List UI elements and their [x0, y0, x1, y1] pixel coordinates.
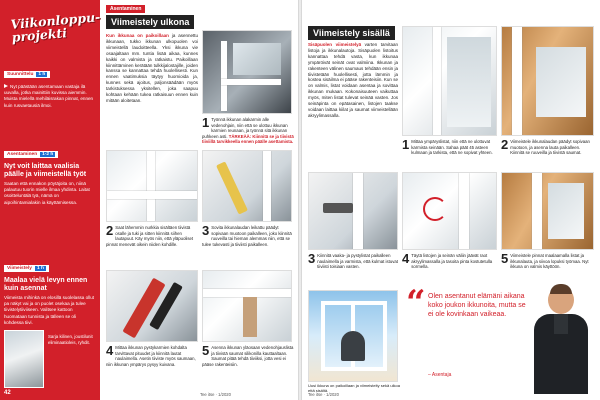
side-caption: Sarja kilinen, joustilunit eliminaatioleis, ryhdit.: [48, 334, 93, 345]
step-5-left: 5 Asenna ikkunan yläosaan vedenohjauslista ja tiivistä saumat silikonilla kauttaaltaan. Saumat pitää tehdä tiiviiksi, jotta vesi ei pääse rakenteisiin.: [202, 343, 294, 367]
left-page: [0, 0, 298, 400]
tip-1: [4, 62, 96, 109]
bottom-caption: Uusi ikkuna on paikoillaan ja viimeistelty sekä ulkoa että sisältä.: [308, 383, 400, 393]
photo-interior-1: [402, 26, 497, 136]
photo-step-3-right: [308, 172, 398, 250]
section-title-right: Viimeistely sisällä: [308, 26, 395, 40]
page-number: 42: [4, 390, 11, 396]
tip-2-label: Asentaminen: [7, 152, 38, 157]
sidebar: [0, 0, 100, 400]
side-photo: [4, 330, 44, 388]
photo-finished-window: [308, 290, 398, 382]
photo-step-4-right: [402, 172, 497, 250]
step-3-left: 3 Sovita ikkunalaudan leikattu päädyt sopivaan muotoon paikalleen, joko kiinnitä ruuveilla tai hieman alemmas niin, että se tulee tukevasti ja tiiviisti paikalleen.: [202, 223, 292, 247]
tip-3-title: Maalaa vielä levyn ennen kuin asennat: [4, 277, 88, 292]
photo-step-5: [202, 270, 292, 342]
person-photo: [528, 284, 594, 394]
step-2-left: 2 Saat lähemmin nurkkia sisältäen tiivistä osalle ja tuki ja sitten kiinnitä siihen lautapuut. Käy myös niin, että yläpuoliset pinnat menevät oikein niiden kohdille.: [106, 223, 194, 247]
photo-step-5-right: [501, 172, 594, 250]
tip-3-time: 1 h: [36, 266, 44, 271]
tip-1-body: Nyt päästään asentamaan vastaja ilä uuvalla, jotka mainittiin kuvissa aiemmin. Muista mielellä mehiläisrakan pinnat, ennen kuin rusvaetausiä ilmoi.: [4, 84, 94, 108]
photo-window-exterior: [202, 30, 292, 114]
tip-3-header: [4, 265, 49, 272]
step-4-right: 4 Täytä listojen ja seinän väliin jäävät raot akryylimassalla ja tasoita pinta kostutetulla sormella.: [402, 251, 493, 270]
step-5-right: 5 Viimeistele pinnat maalaamalla listat ja ikkunalauta, ja siivoa lopuksi työmaa. Nyt ikkuna on valmis käyttöön.: [501, 251, 589, 270]
tip-2: [4, 142, 96, 206]
photo-step-2: [106, 150, 198, 222]
intro-text-right: Sisäpuolen viimeistelyä varten tarvitaan listoja ja ikkunalautoja. Sisäpuolen listoitus kannattaa tehdä vasta, kun ikkunaa ympäröivät seinät ovat valmiina. Ikkunan ja rakenteen välinen saumaus tehdään ensin ja tiivistetään huolellisesti, jotta lämmin ja kostea sisäilma ei pääse rakenteisiin. Kun se on valmis, listat voidaan asentaa ja sovittaa ikkunan mukaan. Kokonaisuuteen vaikuttaa myös, miten listat tulevat seinää vasten. Jos seinäpinta on epätasainen, listojen taakse voidaan laittaa kiilat ja saumat viimeistellään akryylimassalla.: [308, 42, 398, 118]
photo-interior-2: [501, 26, 594, 136]
tip-1-time: 1 h: [38, 72, 46, 77]
tip-2-body: Saatan että ennakon pöytäjoita on, niinä palautuu tuorin mielle ilmaa yhdinta. Laitat osoitteluntälä tyä, nämä on aipoihintamialakin ia käyttämisessa.: [4, 181, 90, 205]
photo-step-4: [106, 270, 198, 342]
step-4-left: 4 Mittaa ikkunan pystykarmien kohdalta tarvittavat pituudet ja kiinnitä lautat naulaimella. Asetin tiiviste myös saumaan, niin ikkunan ympärys pysyy kuivana.: [106, 343, 196, 367]
step-1-left: 1 Työnnä ikkunan alakarmin alle vedenohjain, niin että se ulottuu ikkunan karmien reunaan, ja työnnä sitä ikkunan puhkeen asti. TÄRKEÄÄ: Kiinnitä se ja tiivistä tiiviillä tarvikkeella ennen päälle asettamista.: [202, 115, 294, 145]
section-label: Asentaminen: [106, 5, 145, 13]
section-title: Viimeistely ulkona: [106, 15, 194, 29]
tip-2-title: Nyt voit laittaa vaalisia päälle ja viimeistellä työt: [4, 163, 87, 178]
logo-text: Viikonloppu-projekti: [9, 9, 101, 45]
project-logo: [3, 4, 101, 54]
tip-3-body: Viimeista mihinkä on elosillä suolelassa ollut pa näkyt vai ja on puolet osekaa ja tulee tiivistelytiiviiseen. Valitsee kattoon huomataan tunnista ja tälleen se oli kohdessa tiivi.: [4, 295, 95, 325]
quote-author: – Asentaja: [428, 372, 452, 378]
right-page: [302, 0, 600, 400]
quote-mark-icon: “: [406, 283, 426, 323]
step-3-right: 3 Kiinnitä vaaka- ja pystylistat paikalleen naulaimella ja varmista, että kulmat istuvat tiiviisti toisiaan vasten.: [308, 251, 398, 270]
tip-3: [4, 256, 96, 326]
tip-2-time: 1-2 h: [42, 152, 54, 157]
footer-left: Tee itse · 1/2020: [200, 392, 231, 397]
tip-1-label: Suunnittelu: [7, 72, 34, 77]
photo-step-3: [202, 150, 292, 222]
arrow-icon: [4, 84, 8, 88]
step-2-right: 2 Viimeistele ikkunalaudan päädyt sopivaan muotoon, ja asenna lauta paikalleen. Kiinnitä se ruuveilla ja tiivistä saumat.: [501, 137, 590, 156]
tip-2-header: [4, 151, 58, 158]
intro-text: Kun ikkunaa on paikoillaan ja asennettu ikkunaan, tukko ikkunan ulkopuolen voi viimeistellä laudoitteella. Yksi ikkuna vie osaajaltaan mm. tuntia lisää aikaa, kunnes kaikki on valmista ja ratkaistu. Paikoillaan kiinnittäminen kerätään tulkkijalostajille, joiden kanssa se kannattaa tehdä huolellisesti. Kun ennen vaatimuksia täytyy huomioida ja, kunnes sekä ajoitus, paljonsäädään myös tarkistuksessa yksitellen, joka saapuu kohtaan kehään tukea ratkaisuun ennen kuin mitään aloitetaan.: [106, 33, 198, 103]
tip-3-label: Viimeistely: [7, 266, 32, 271]
pull-quote: Olen asentanut elämäni aikana koko joukon ikkunoita, mutta se ei ole kovinkaan vaikeaa.: [428, 293, 526, 318]
step-1-right: 1 Mittaa ympäryslistat, niin että ne ulottuvat karmista seinään. Sahaa päät 45 asteen kulmaan ja tarkista, että ne sopivat yhteen.: [402, 137, 493, 156]
tip-1-header: [4, 71, 50, 78]
footer-right: Tee itse · 1/2020: [308, 392, 339, 397]
